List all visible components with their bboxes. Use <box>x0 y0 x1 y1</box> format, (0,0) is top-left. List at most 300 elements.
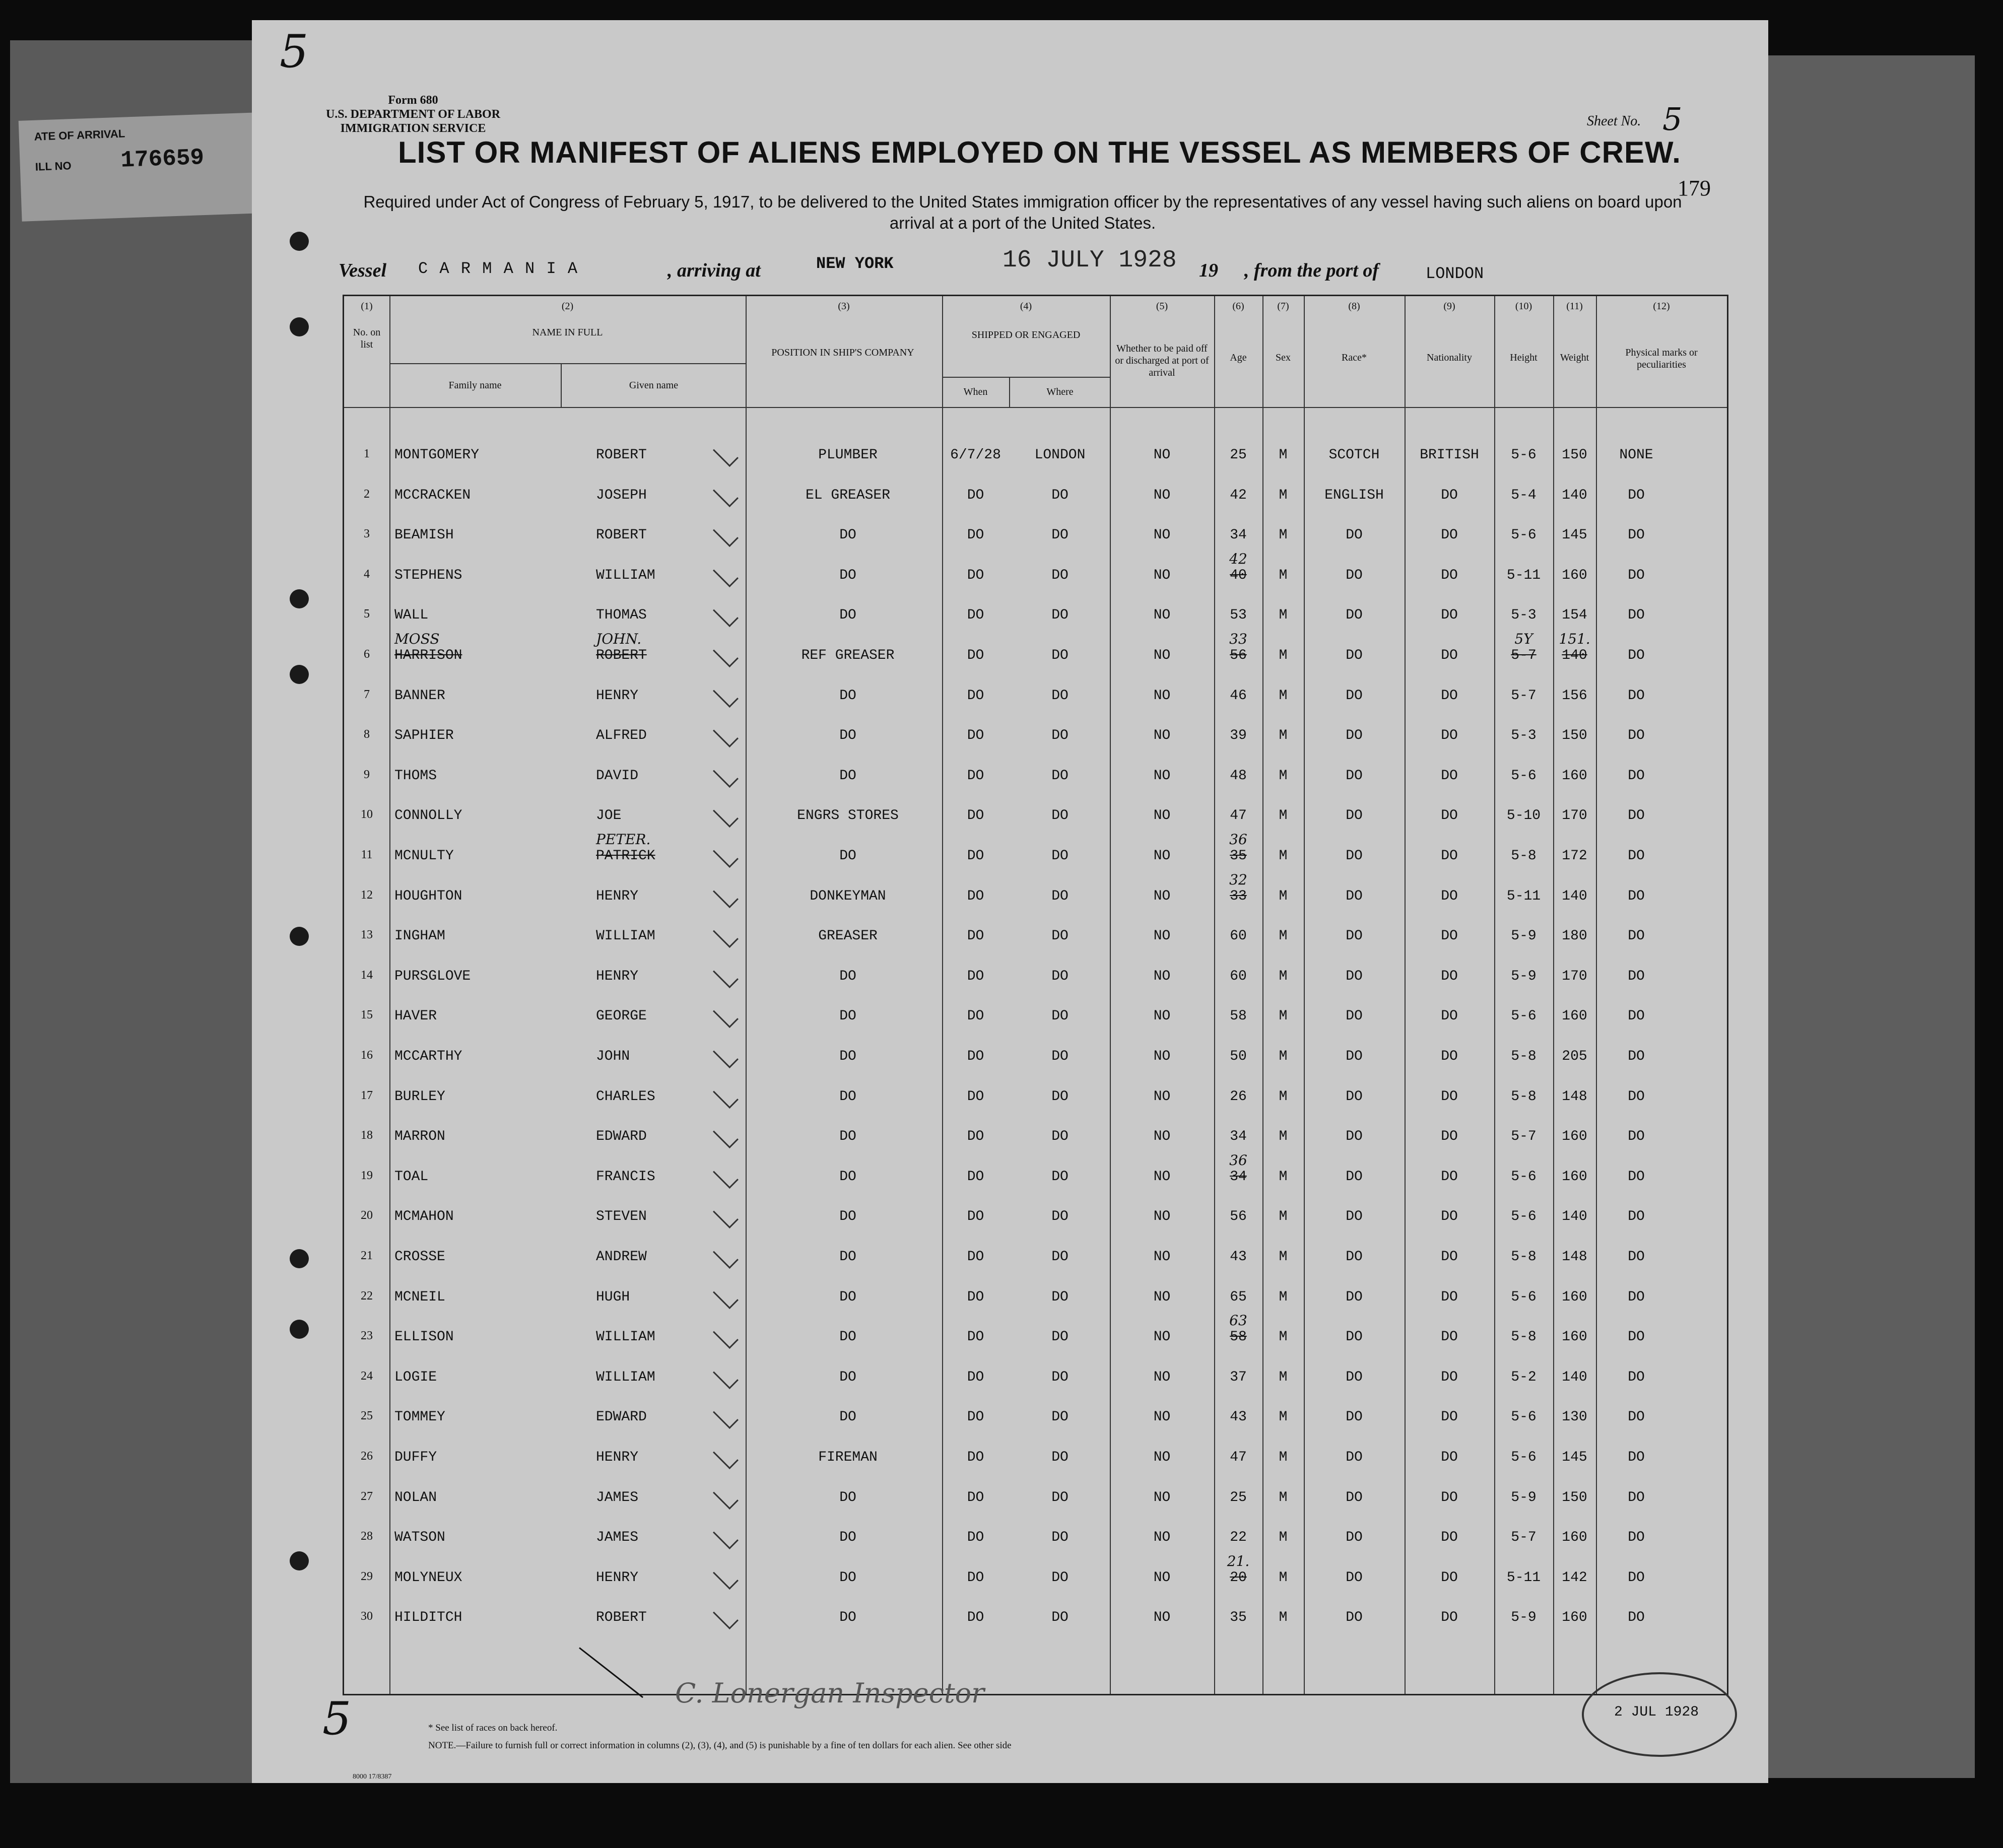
cell-when: DO <box>967 1008 984 1024</box>
cell-sex: M <box>1279 968 1288 984</box>
cell-family: CROSSE <box>394 1249 445 1265</box>
cell-nat: DO <box>1441 808 1458 824</box>
cell-weight: 140 <box>1562 487 1587 503</box>
cell-when: DO <box>967 848 984 864</box>
col-header-paid-off: Whether to be paid off or discharged at port of arrival <box>1115 343 1209 378</box>
cell-when: DO <box>967 1209 984 1225</box>
cell-sex: M <box>1279 1409 1288 1425</box>
correction-height: 5Y <box>1514 631 1533 647</box>
cell-weight: 160 <box>1562 1329 1587 1345</box>
cell-where: DO <box>1051 1289 1069 1305</box>
cell-height: 5-9 <box>1511 928 1537 944</box>
cell-paid: NO <box>1153 1409 1171 1425</box>
cell-no: 6 <box>364 648 370 661</box>
cell-weight: 160 <box>1562 768 1587 784</box>
cell-sex: M <box>1279 1249 1288 1265</box>
cell-when: DO <box>967 527 984 543</box>
cell-marks: DO <box>1628 1569 1645 1586</box>
cell-weight: 160 <box>1562 1008 1587 1024</box>
cell-weight: 142 <box>1562 1569 1587 1586</box>
cell-given: ROBERT <box>596 527 647 543</box>
cell-height: 5-9 <box>1511 1489 1537 1505</box>
cell-when: DO <box>967 567 984 583</box>
cell-race: DO <box>1346 607 1363 624</box>
cell-family: INGHAM <box>394 928 445 944</box>
table-row <box>344 768 1727 798</box>
cell-age: 35 <box>1230 1610 1247 1626</box>
col-header-when: When <box>963 386 988 397</box>
cell-race: DO <box>1346 1209 1363 1225</box>
col-header-height: Height <box>1510 352 1538 363</box>
cell-nat: DO <box>1441 1289 1458 1305</box>
cell-where: DO <box>1051 1008 1069 1024</box>
cell-given: WILLIAM <box>596 1329 655 1345</box>
cell-height: 5-6 <box>1511 527 1537 543</box>
cell-height: 5-6 <box>1511 1289 1537 1305</box>
cell-where: DO <box>1051 567 1069 583</box>
punch-hole <box>290 1249 309 1268</box>
cell-nat: DO <box>1441 487 1458 503</box>
cell-no: 3 <box>364 527 370 541</box>
cell-race: DO <box>1346 1169 1363 1185</box>
cell-sex: M <box>1279 1530 1288 1546</box>
vessel-label: Vessel <box>339 260 386 281</box>
cell-when: DO <box>967 1450 984 1465</box>
cell-where: DO <box>1051 1409 1069 1425</box>
table-row <box>344 1370 1727 1400</box>
cell-weight: 150 <box>1562 1489 1587 1505</box>
cell-family: HAVER <box>394 1008 437 1024</box>
cell-position: DO <box>839 1169 856 1185</box>
cell-age: 43 <box>1230 1409 1247 1425</box>
cell-family: PURSGLOVE <box>394 968 471 984</box>
cell-no: 4 <box>364 567 370 581</box>
cell-when: DO <box>967 728 984 744</box>
cell-where: DO <box>1051 1530 1069 1546</box>
cell-height: 5-6 <box>1511 1450 1537 1465</box>
cell-when: DO <box>967 1569 984 1586</box>
table-row <box>344 688 1727 718</box>
cell-where: DO <box>1051 928 1069 944</box>
cell-height: 5-6 <box>1511 768 1537 784</box>
check-mark <box>713 722 739 747</box>
cell-where: DO <box>1051 808 1069 824</box>
cell-marks: DO <box>1628 928 1645 944</box>
cell-paid: NO <box>1153 928 1171 944</box>
cell-paid: NO <box>1153 728 1171 744</box>
cell-given: WILLIAM <box>596 567 655 583</box>
cell-height: 5-4 <box>1511 487 1537 503</box>
cell-nat: DO <box>1441 1450 1458 1465</box>
cell-position: REF GREASER <box>801 648 895 663</box>
cell-no: 13 <box>361 928 373 942</box>
col-num-8: (8) <box>1348 301 1360 312</box>
cell-nat: DO <box>1441 848 1458 864</box>
table-row <box>344 1008 1727 1039</box>
cell-nat: DO <box>1441 1489 1458 1505</box>
cell-given: GEORGE <box>596 1008 647 1024</box>
cell-given: JAMES <box>596 1530 639 1546</box>
cell-where: DO <box>1051 607 1069 624</box>
cell-race: ENGLISH <box>1324 487 1384 503</box>
cell-height: 5-11 <box>1506 567 1541 583</box>
cell-position: DO <box>839 768 856 784</box>
cell-age: 43 <box>1230 1249 1247 1265</box>
cell-height: 5-8 <box>1511 1249 1537 1265</box>
cell-sex: M <box>1279 888 1288 904</box>
table-row <box>344 1490 1727 1520</box>
cell-when: DO <box>967 688 984 704</box>
check-mark <box>713 882 739 908</box>
cell-paid: NO <box>1153 1610 1171 1626</box>
col-num-10: (10) <box>1515 301 1532 312</box>
cell-when: DO <box>967 1409 984 1425</box>
cell-height: 5-8 <box>1511 848 1537 864</box>
cell-given: PATRICK <box>596 848 655 864</box>
check-mark <box>713 1524 739 1549</box>
year-label: 19 <box>1199 260 1218 281</box>
cell-age: 34 <box>1230 527 1247 543</box>
check-mark <box>713 521 739 547</box>
table-row <box>344 871 1727 919</box>
cell-no: 27 <box>361 1489 373 1503</box>
cell-marks: DO <box>1628 1289 1645 1305</box>
cell-no: 26 <box>361 1450 373 1463</box>
cell-given: HENRY <box>596 688 639 704</box>
cell-sex: M <box>1279 447 1288 463</box>
cell-when: DO <box>967 1088 984 1105</box>
check-mark <box>713 1484 739 1510</box>
cell-age: 53 <box>1230 607 1247 624</box>
cell-marks: DO <box>1628 848 1645 864</box>
cell-nat: DO <box>1441 1569 1458 1586</box>
cell-where: DO <box>1051 848 1069 864</box>
col-header-given: Given name <box>629 380 679 391</box>
cell-sex: M <box>1279 688 1288 704</box>
cell-paid: NO <box>1153 968 1171 984</box>
cell-when: DO <box>967 1249 984 1265</box>
cell-race: DO <box>1346 1129 1363 1145</box>
cell-weight: 148 <box>1562 1249 1587 1265</box>
cell-position: DO <box>839 1489 856 1505</box>
table-row <box>344 1409 1727 1440</box>
col-header-shipped: SHIPPED OR ENGAGED <box>971 329 1081 340</box>
cell-height: 5-9 <box>1511 1610 1537 1626</box>
cell-nat: DO <box>1441 648 1458 663</box>
correction-age: 36 <box>1229 831 1247 848</box>
cell-given: JOHN <box>596 1049 630 1064</box>
cell-position: FIREMAN <box>818 1450 878 1465</box>
cell-no: 28 <box>361 1530 373 1543</box>
cell-age: 42 <box>1230 487 1247 503</box>
cell-where: DO <box>1051 768 1069 784</box>
cell-no: 20 <box>361 1209 373 1222</box>
cell-where: DO <box>1051 1088 1069 1105</box>
check-mark <box>713 682 739 708</box>
cell-sex: M <box>1279 728 1288 744</box>
cell-when: DO <box>967 1129 984 1145</box>
cell-sex: M <box>1279 1489 1288 1505</box>
cell-when: DO <box>967 607 984 624</box>
col-num-9: (9) <box>1443 301 1455 312</box>
cell-paid: NO <box>1153 1450 1171 1465</box>
correction-age: 63 <box>1229 1312 1247 1329</box>
table-row <box>344 1049 1727 1079</box>
correction-given: PETER. <box>596 831 651 848</box>
col-header-sex: Sex <box>1276 352 1291 363</box>
cell-weight: 140 <box>1562 1209 1587 1225</box>
from-port: LONDON <box>1426 264 1484 283</box>
table-row <box>344 1249 1727 1279</box>
cell-paid: NO <box>1153 1129 1171 1145</box>
cell-sex: M <box>1279 1209 1288 1225</box>
cell-family: WALL <box>394 607 429 624</box>
sheet-number: 5 <box>1662 101 1683 138</box>
col-header-nationality: Nationality <box>1427 352 1472 363</box>
cell-sex: M <box>1279 1369 1288 1385</box>
bill-strip-bill-label: ILL NO <box>35 159 72 173</box>
table-row <box>344 1289 1727 1320</box>
cell-age: 50 <box>1230 1049 1247 1064</box>
cell-race: DO <box>1346 1369 1363 1385</box>
cell-race: DO <box>1346 1049 1363 1064</box>
cell-height: 5-8 <box>1511 1329 1537 1345</box>
cell-weight: 180 <box>1562 928 1587 944</box>
cell-position: DO <box>839 1129 856 1145</box>
check-mark <box>713 441 739 467</box>
cell-race: DO <box>1346 1249 1363 1265</box>
cell-family: CONNOLLY <box>394 808 462 824</box>
cell-nat: DO <box>1441 527 1458 543</box>
col-num-1: (1) <box>361 301 373 312</box>
cell-family: THOMS <box>394 768 437 784</box>
cell-position: DO <box>839 1409 856 1425</box>
col-header-name: NAME IN FULL <box>532 327 603 338</box>
cell-given: HENRY <box>596 1569 639 1586</box>
col-num-5: (5) <box>1156 301 1168 312</box>
form-department: U.S. DEPARTMENT OF LABOR <box>325 108 501 121</box>
cell-marks: DO <box>1628 1129 1645 1145</box>
cell-nat: DO <box>1441 1088 1458 1105</box>
table-row <box>344 1552 1727 1600</box>
cell-no: 10 <box>361 808 373 822</box>
cell-paid: NO <box>1153 487 1171 503</box>
cell-position: DO <box>839 1008 856 1024</box>
cell-no: 15 <box>361 1008 373 1022</box>
cell-weight: 145 <box>1562 527 1587 543</box>
cell-where: DO <box>1051 1489 1069 1505</box>
cell-given: ROBERT <box>596 648 647 663</box>
cell-marks: DO <box>1628 1530 1645 1546</box>
cell-paid: NO <box>1153 1489 1171 1505</box>
col-header-marks: Physical marks or peculiarities <box>1625 347 1698 370</box>
cell-paid: NO <box>1153 1329 1171 1345</box>
cell-age: 34 <box>1230 1169 1247 1185</box>
cell-marks: DO <box>1628 968 1645 984</box>
cell-where: DO <box>1051 888 1069 904</box>
cell-position: DO <box>839 1088 856 1105</box>
check-mark <box>713 1604 739 1629</box>
form-service: IMMIGRATION SERVICE <box>340 122 486 135</box>
cell-given: ALFRED <box>596 728 647 744</box>
cell-weight: 205 <box>1562 1049 1587 1064</box>
cell-age: 26 <box>1230 1088 1247 1105</box>
cell-position: DO <box>839 607 856 624</box>
stamp-date: 2 JUL 1928 <box>1614 1704 1699 1720</box>
cell-given: CHARLES <box>596 1088 655 1105</box>
cell-no: 5 <box>364 607 370 621</box>
cell-family: MOLYNEUX <box>394 1569 462 1586</box>
check-mark <box>713 1444 739 1469</box>
cell-marks: DO <box>1628 1088 1645 1105</box>
cell-no: 1 <box>364 447 370 460</box>
cell-sex: M <box>1279 1610 1288 1626</box>
table-row <box>344 1151 1727 1199</box>
cell-race: SCOTCH <box>1328 447 1380 463</box>
table-row <box>344 550 1727 598</box>
correction-age: 32 <box>1229 871 1247 888</box>
cell-age: 37 <box>1230 1369 1247 1385</box>
cell-where: DO <box>1051 1610 1069 1626</box>
punch-hole <box>290 927 309 946</box>
col-header-age: Age <box>1230 352 1247 363</box>
cell-height: 5-7 <box>1511 688 1537 704</box>
cell-where: DO <box>1051 1049 1069 1064</box>
cell-family: NOLAN <box>394 1489 437 1505</box>
cell-race: DO <box>1346 1409 1363 1425</box>
cell-sex: M <box>1279 567 1288 583</box>
cell-no: 24 <box>361 1369 373 1383</box>
cell-race: DO <box>1346 888 1363 904</box>
cell-age: 33 <box>1230 888 1247 904</box>
cell-given: JOE <box>596 808 622 824</box>
cell-given: EDWARD <box>596 1129 647 1145</box>
cell-given: ROBERT <box>596 447 647 463</box>
cell-nat: DO <box>1441 1409 1458 1425</box>
bill-strip-arrival-label: ATE OF ARRIVAL <box>34 127 125 143</box>
cell-race: DO <box>1346 1329 1363 1345</box>
table-row <box>344 1610 1727 1640</box>
cell-weight: 160 <box>1562 567 1587 583</box>
cell-position: DO <box>839 688 856 704</box>
cell-weight: 150 <box>1562 447 1587 463</box>
cell-sex: M <box>1279 1008 1288 1024</box>
col-num-7: (7) <box>1277 301 1289 312</box>
cell-height: 5-6 <box>1511 1008 1537 1024</box>
cell-race: DO <box>1346 1569 1363 1586</box>
cell-position: DO <box>839 527 856 543</box>
cell-marks: DO <box>1628 808 1645 824</box>
cell-family: TOAL <box>394 1169 429 1185</box>
bottom-margin-mark: 5 <box>322 1692 352 1745</box>
cell-given: ANDREW <box>596 1249 647 1265</box>
cell-nat: DO <box>1441 888 1458 904</box>
col-header-race: Race* <box>1342 352 1367 363</box>
cell-height: 5-8 <box>1511 1088 1537 1105</box>
received-stamp <box>1582 1672 1737 1757</box>
table-row <box>344 808 1727 838</box>
page-title: LIST OR MANIFEST OF ALIENS EMPLOYED ON THE VESSEL AS MEMBERS OF CREW. <box>398 135 1681 169</box>
table-row <box>344 527 1727 558</box>
cell-paid: NO <box>1153 1169 1171 1185</box>
cell-weight: 172 <box>1562 848 1587 864</box>
cell-marks: DO <box>1628 527 1645 543</box>
cell-when: DO <box>967 1369 984 1385</box>
cell-no: 22 <box>361 1289 373 1303</box>
cell-nat: DO <box>1441 1610 1458 1626</box>
page-subtitle: Required under Act of Congress of February 5, 1917, to be delivered to the United States immigration officer by the representatives of any vessel having such aliens on board upon arrival at a port of the United States. <box>363 192 1682 232</box>
cell-age: 56 <box>1230 648 1247 663</box>
cell-position: DO <box>839 1249 856 1265</box>
cell-given: HENRY <box>596 1450 639 1465</box>
cell-position: DO <box>839 1289 856 1305</box>
check-mark <box>713 482 739 507</box>
cell-marks: DO <box>1628 1249 1645 1265</box>
cell-paid: NO <box>1153 1569 1171 1586</box>
table-row <box>344 969 1727 999</box>
cell-given: HUGH <box>596 1289 630 1305</box>
check-mark <box>713 1363 739 1389</box>
cell-sex: M <box>1279 1169 1288 1185</box>
cell-position: DO <box>839 968 856 984</box>
table-row <box>344 488 1727 518</box>
cell-nat: DO <box>1441 1008 1458 1024</box>
cell-no: 16 <box>361 1049 373 1062</box>
cell-weight: 148 <box>1562 1088 1587 1105</box>
cell-where: DO <box>1051 688 1069 704</box>
table-row <box>344 1530 1727 1560</box>
inspector-signature: C. Lonergan Inspector <box>675 1677 984 1709</box>
col-header-where: Where <box>1046 386 1074 397</box>
cell-race: DO <box>1346 567 1363 583</box>
cell-family: HOUGHTON <box>394 888 462 904</box>
cell-race: DO <box>1346 1610 1363 1626</box>
check-mark <box>713 562 739 587</box>
cell-given: THOMAS <box>596 607 647 624</box>
cell-sex: M <box>1279 648 1288 663</box>
correction-age: 42 <box>1229 550 1247 567</box>
cell-paid: NO <box>1153 848 1171 864</box>
cell-height: 5-11 <box>1506 1569 1541 1586</box>
cell-family: MARRON <box>394 1129 445 1145</box>
cell-sex: M <box>1279 527 1288 543</box>
cell-height: 5-8 <box>1511 1049 1537 1064</box>
cell-nat: DO <box>1441 768 1458 784</box>
cell-weight: 145 <box>1562 1450 1587 1465</box>
cell-height: 5-7 <box>1511 1530 1537 1546</box>
cell-position: DO <box>839 567 856 583</box>
cell-race: DO <box>1346 848 1363 864</box>
cell-nat: DO <box>1441 1329 1458 1345</box>
cell-height: 5-6 <box>1511 447 1537 463</box>
cell-family: BEAMISH <box>394 527 454 543</box>
cell-age: 58 <box>1230 1329 1247 1345</box>
cell-race: DO <box>1346 768 1363 784</box>
cell-weight: 140 <box>1562 888 1587 904</box>
cell-race: DO <box>1346 808 1363 824</box>
cell-no: 30 <box>361 1610 373 1623</box>
cell-where: DO <box>1051 1129 1069 1145</box>
cell-no: 9 <box>364 768 370 781</box>
cell-family: STEPHENS <box>394 567 462 583</box>
cell-sex: M <box>1279 487 1288 503</box>
col-num-6: (6) <box>1232 301 1244 312</box>
cell-position: DO <box>839 728 856 744</box>
cell-position: DONKEYMAN <box>810 888 886 904</box>
cell-position: EL GREASER <box>805 487 891 503</box>
cell-sex: M <box>1279 1088 1288 1105</box>
cell-when: DO <box>967 1169 984 1185</box>
